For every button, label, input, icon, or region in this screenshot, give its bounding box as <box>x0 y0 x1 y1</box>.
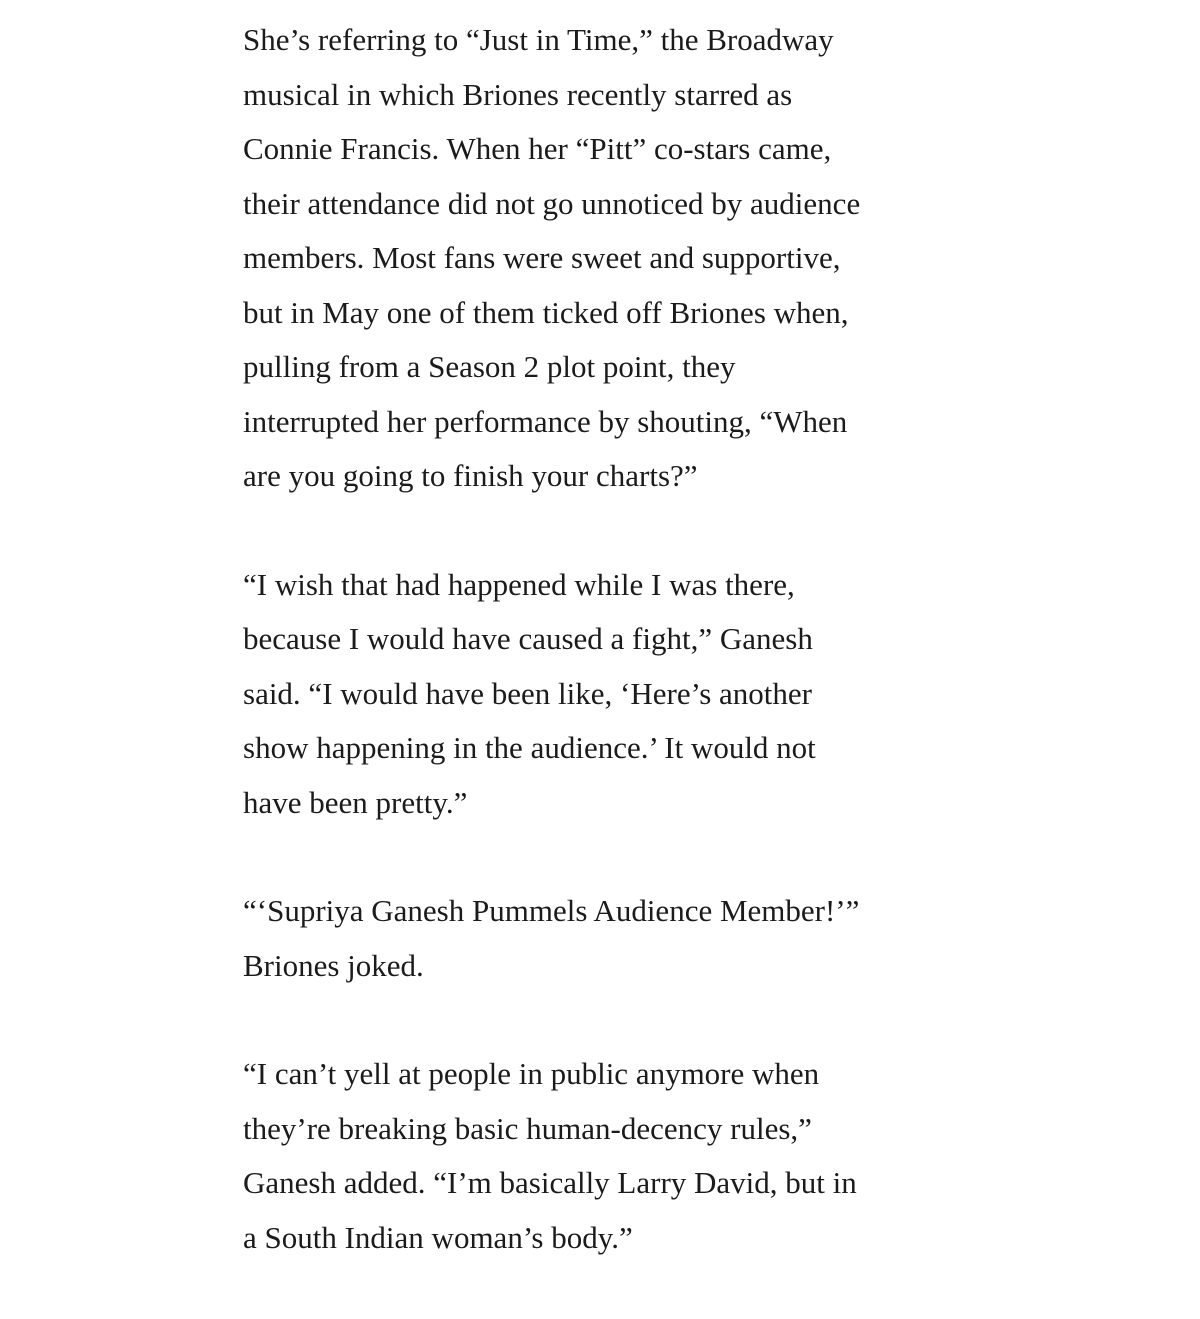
text-line: because I would have caused a fight,” Ganesh <box>243 621 813 656</box>
text-line: Briones joked. <box>243 947 424 983</box>
paragraph-2 <box>243 558 973 831</box>
paragraph-1 <box>243 13 973 504</box>
text-line: Connie Francis. When her “Pitt” co-stars came, <box>243 131 832 166</box>
text-line: musical in which Briones recently starred as <box>243 76 793 112</box>
article-body <box>243 13 973 1319</box>
paragraph-3 <box>243 884 973 993</box>
text-line: pulling from a Season 2 plot point, they <box>243 349 736 384</box>
text-line: “I can’t yell at people in public anymore when <box>243 1056 820 1091</box>
text-line: “I wish that had happened while I was there, <box>243 566 795 602</box>
text-line: are you going to finish your charts?” <box>243 458 698 493</box>
paragraph-4 <box>243 1047 973 1265</box>
text-line: Ganesh added. “I’m basically Larry David, but in <box>243 1165 857 1200</box>
text-line: said. “I would have been like, ‘Here’s another <box>243 675 812 711</box>
text-line: but in May one of them ticked off Briones when, <box>243 294 849 330</box>
text-line: their attendance did not go unnoticed by audience <box>243 185 861 221</box>
text-line: show happening in the audience.’ It would not <box>243 730 816 765</box>
text-line: interrupted her performance by shouting, “When <box>243 403 848 439</box>
text-line: She’s referring to “Just in Time,” the Broadway <box>243 22 834 57</box>
text-line: “‘Supriya Ganesh Pummels Audience Member!’” <box>243 893 860 928</box>
text-line: they’re breaking basic human-decency rules,” <box>243 1110 812 1146</box>
text-line: members. Most fans were sweet and supportive, <box>243 240 841 275</box>
text-line: a South Indian woman’s body.” <box>243 1219 633 1255</box>
text-line: have been pretty.” <box>243 784 468 820</box>
